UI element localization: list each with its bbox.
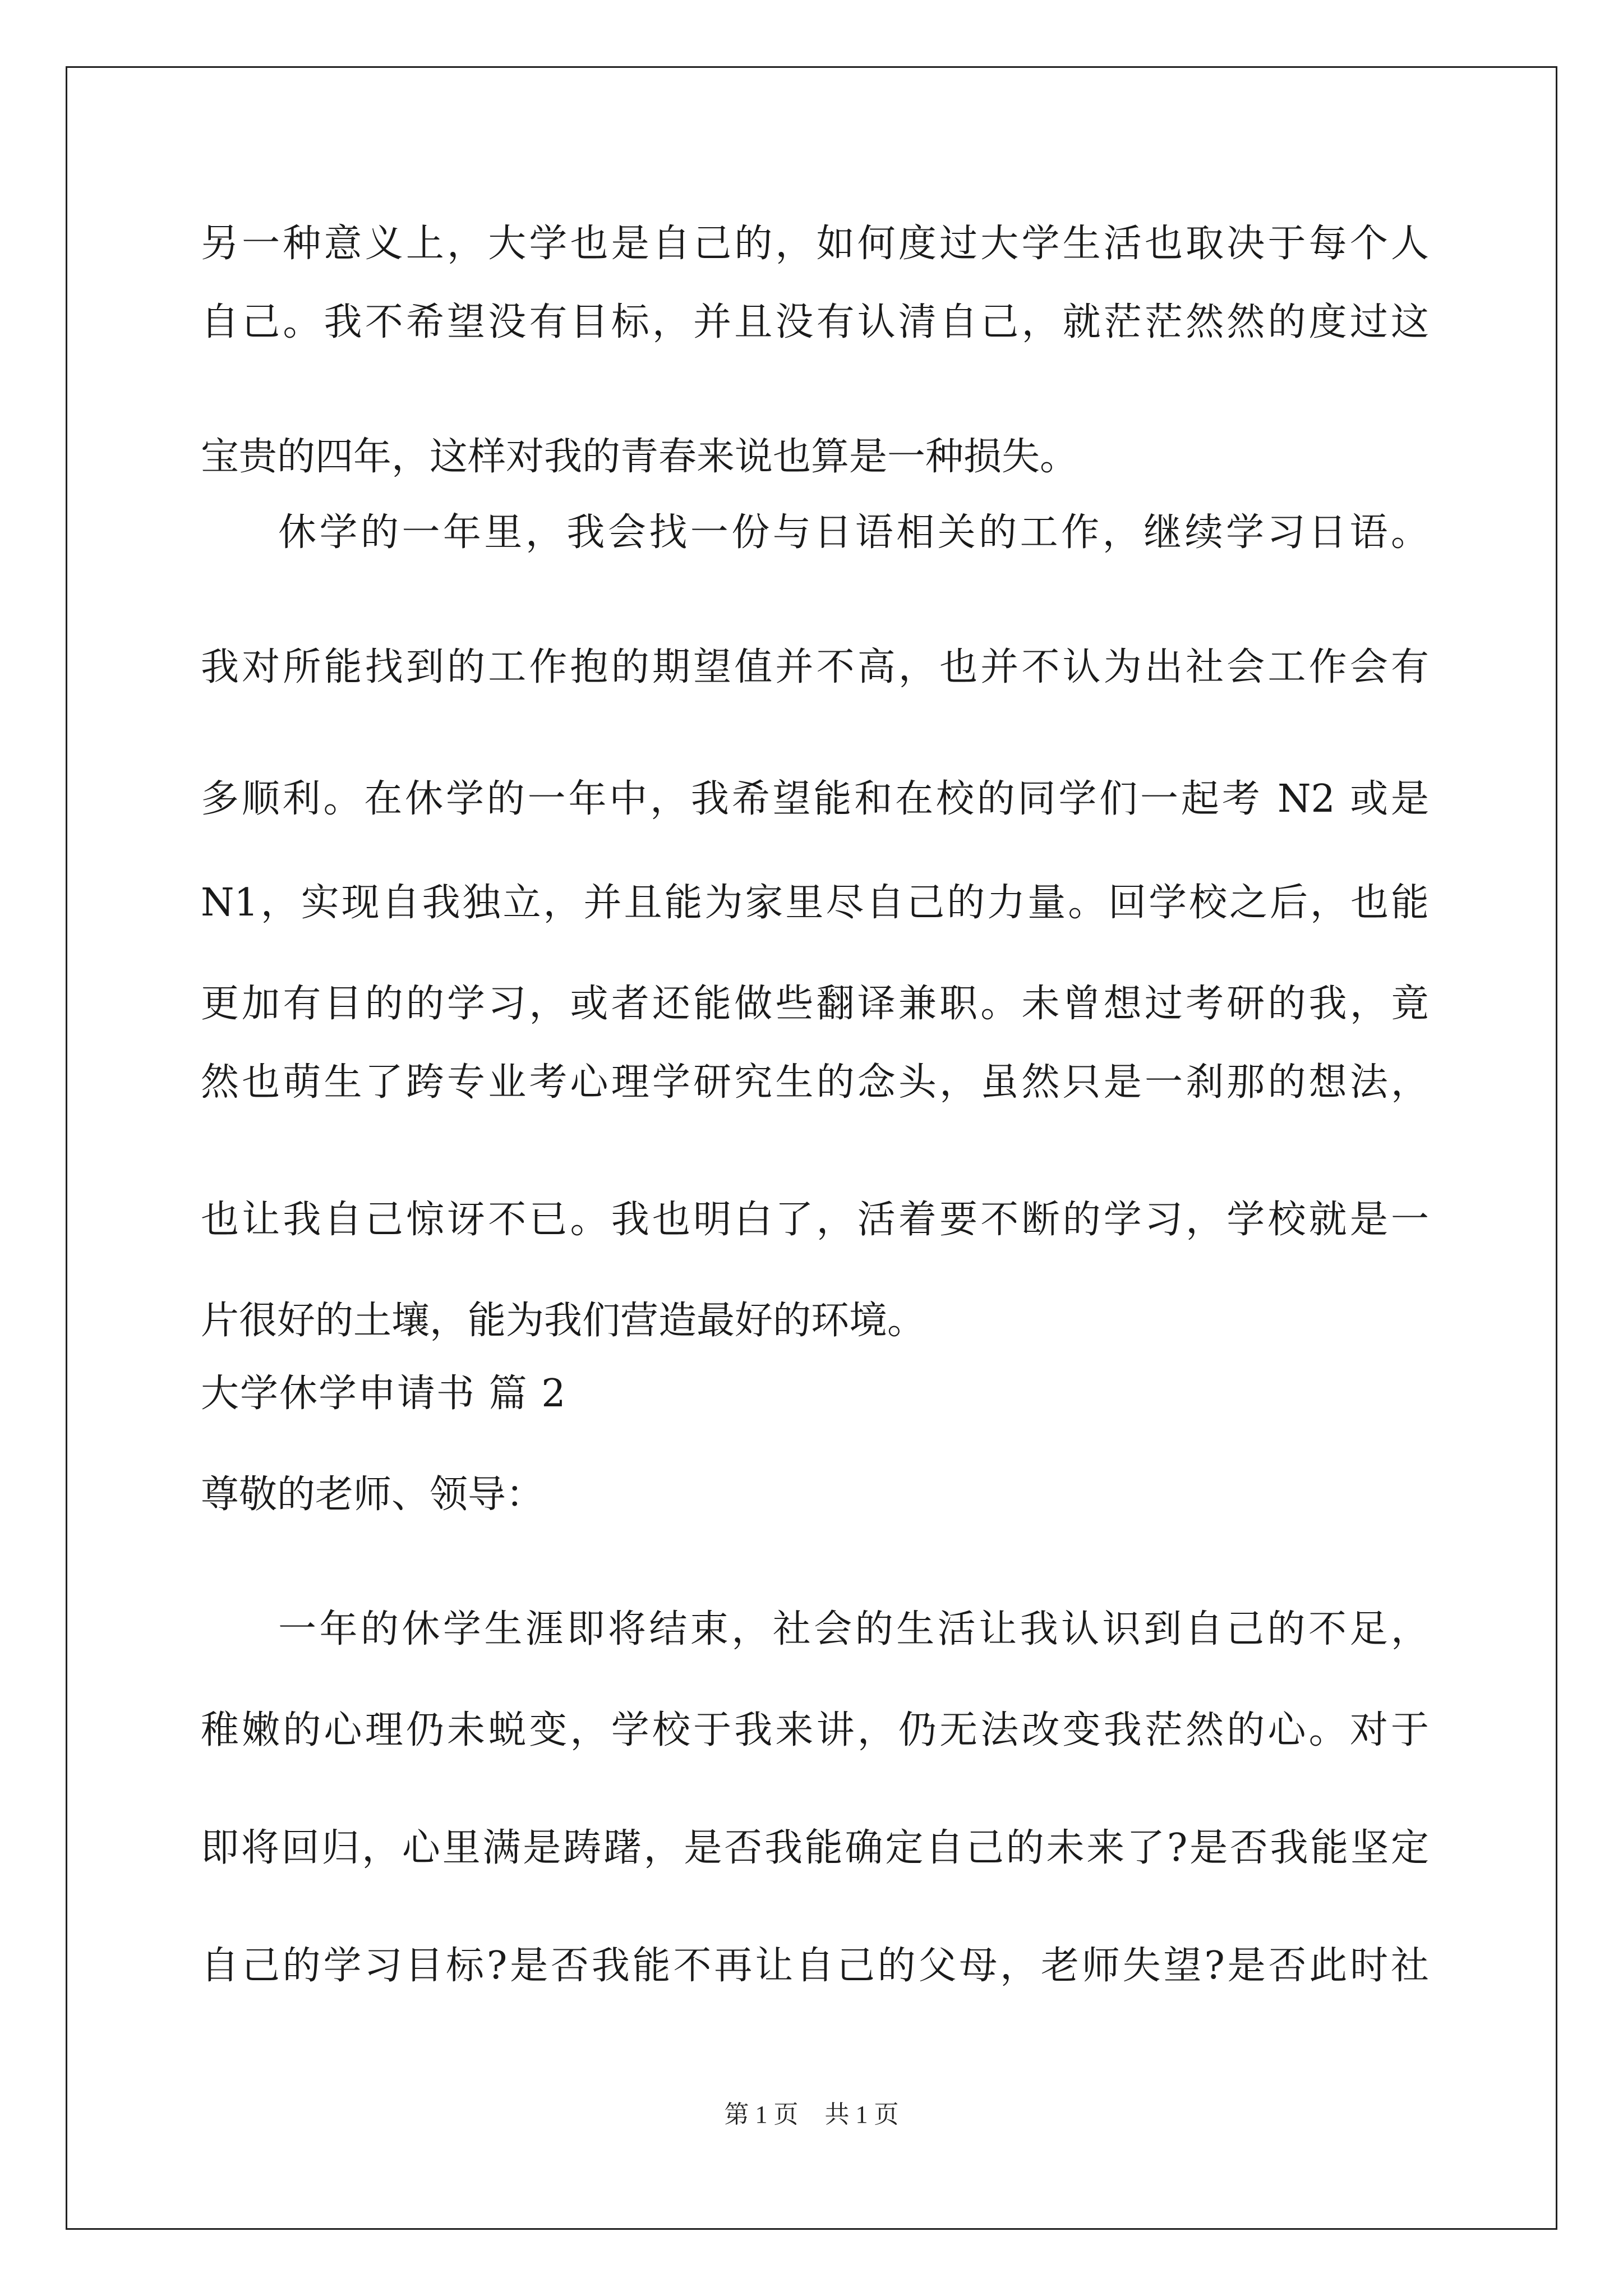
- page-total: 共 1 页: [824, 2101, 899, 2128]
- body-text-line: 也让我自己惊讶不已。我也明白了，活着要不断的学习，学校就是一: [201, 1198, 1429, 1242]
- salutation: 尊敬的老师、领导：: [201, 1473, 545, 1517]
- body-text-line: 自己的学习目标?是否我能不再让自己的父母，老师失望?是否此时社: [201, 1944, 1429, 1988]
- body-text-line: 多顺利。在休学的一年中，我希望能和在校的同学们一起考 N2 或是: [201, 777, 1429, 821]
- page-footer: [0, 2098, 1623, 2132]
- body-text-line: 自己。我不希望没有目标，并且没有认清自己，就茫茫然然的度过这: [201, 300, 1429, 344]
- page-border: [66, 66, 1557, 2230]
- body-text-line: 即将回归，心里满是踌躇，是否我能确定自己的未来了?是否我能坚定: [201, 1826, 1429, 1870]
- body-text-line: 然也萌生了跨专业考心理学研究生的念头，虽然只是一刹那的想法，: [201, 1060, 1429, 1105]
- body-text-line: N1，实现自我独立，并且能为家里尽自己的力量。回学校之后，也能: [201, 881, 1429, 925]
- body-text-line: 宝贵的四年，这样对我的青春来说也算是一种损失。: [201, 435, 1078, 479]
- body-text-line: 我对所能找到的工作抱的期望值并不高，也并不认为出社会工作会有: [201, 645, 1429, 689]
- body-text-line: 更加有目的的学习，或者还能做些翻译兼职。未曾想过考研的我，竟: [201, 982, 1429, 1026]
- body-text-line: 片很好的土壤，能为我们营造最好的环境。: [201, 1299, 926, 1343]
- body-text-line: 另一种意义上，大学也是自己的，如何度过大学生活也取决于每个人: [201, 222, 1429, 266]
- body-text-line: 休学的一年里，我会找一份与日语相关的工作，继续学习日语。: [278, 510, 1429, 555]
- section-heading: 大学休学申请书 篇 2: [201, 1372, 567, 1416]
- body-text-line: 稚嫩的心理仍未蜕变，学校于我来讲，仍无法改变我茫然的心。对于: [201, 1708, 1429, 1752]
- page-number: 第 1 页: [724, 2101, 799, 2128]
- body-text-line: 一年的休学生涯即将结束，社会的生活让我认识到自己的不足，: [278, 1607, 1429, 1651]
